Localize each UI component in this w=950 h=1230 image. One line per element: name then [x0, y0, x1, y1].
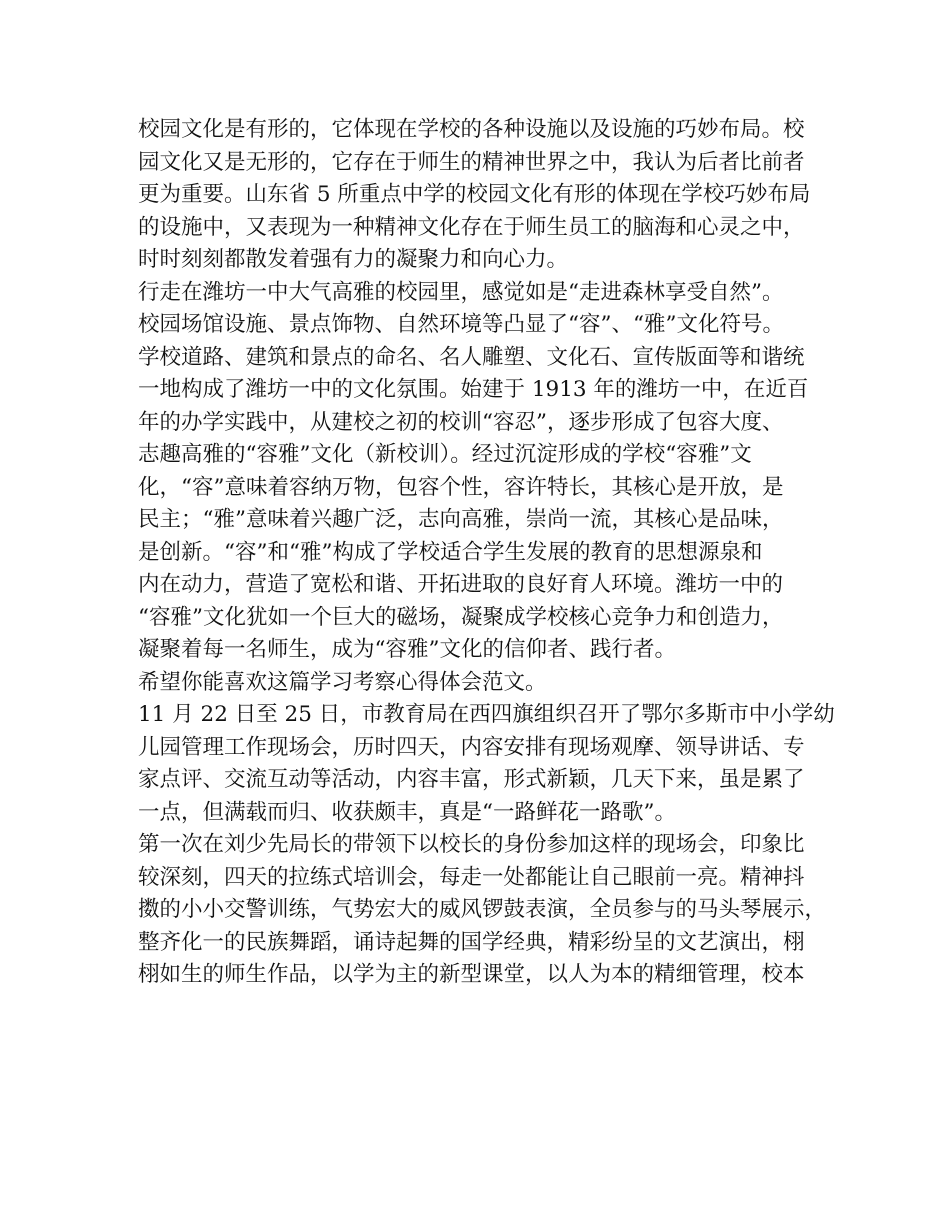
document-body [138, 114, 835, 992]
text-line: 园文化又是无形的，它存在于师生的精神世界之中，我认为后者比前者 [138, 149, 805, 175]
text-line: 一点，但满载而归、收获颇丰，真是“一路鲜花一路歌”。 [138, 799, 676, 825]
text-line: 校园文化是有形的，它体现在学校的各种设施以及设施的巧妙布局。校 [138, 117, 805, 142]
text-line: 11 月 22 日至 25 日，市教育局在西四旗组织召开了鄂尔多斯市中小学幼 [138, 702, 835, 727]
text-line: 志趣高雅的“容雅”文化（新校训）。经过沉淀形成的学校“容雅”文 [138, 442, 752, 467]
text-line: “容雅”文化犹如一个巨大的磁场，凝聚成学校核心竞争力和创造力， [138, 604, 784, 630]
text-line: 年的办学实践中，从建校之初的校训“容忍”，逐步形成了包容大度、 [138, 409, 784, 435]
text-line: 更为重要。山东省 5 所重点中学的校园文化有形的体现在学校巧妙布局 [138, 182, 811, 207]
text-line: 较深刻，四天的拉练式培训会，每走一处都能让自己眼前一亮。精神抖 [138, 864, 805, 890]
text-line: 化，“容”意味着容纳万物，包容个性，容许特长，其核心是开放，是 [138, 474, 784, 500]
text-line: 民主；“雅”意味着兴趣广泛，志向高雅，崇尚一流，其核心是品味， [138, 507, 784, 532]
text-line: 擞的小小交警训练，气势宏大的威风锣鼓表演，全员参与的马头琴展示， [138, 897, 827, 922]
text-line: 希望你能喜欢这篇学习考察心得体会范文。 [138, 669, 547, 695]
text-line: 的设施中，又表现为一种精神文化存在于师生员工的脑海和心灵之中， [138, 214, 805, 240]
text-line: 栩如生的师生作品，以学为主的新型课堂，以人为本的精细管理，校本 [138, 962, 805, 987]
text-line: 内在动力，营造了宽松和谐、开拓进取的良好育人环境。潍坊一中的 [138, 572, 784, 597]
text-line: 凝聚着每一名师生，成为“容雅”文化的信仰者、践行者。 [138, 637, 676, 662]
text-line: 第一次在刘少先局长的带领下以校长的身份参加这样的现场会，印象比 [138, 832, 805, 857]
text-line: 学校道路、建筑和景点的命名、名人雕塑、文化石、宣传版面等和谐统 [138, 344, 805, 370]
text-line: 整齐化一的民族舞蹈，诵诗起舞的国学经典，精彩纷呈的文艺演出，栩 [138, 929, 805, 955]
text-line: 一地构成了潍坊一中的文化氛围。始建于 1913 年的潍坊一中，在近百 [138, 377, 809, 402]
text-line: 行走在潍坊一中大气高雅的校园里，感觉如是“走进森林享受自然”。 [138, 279, 784, 305]
text-line: 时时刻刻都散发着强有力的凝聚力和向心力。 [138, 247, 569, 272]
text-line: 儿园管理工作现场会，历时四天，内容安排有现场观摩、领导讲话、专 [138, 734, 805, 760]
text-line: 家点评、交流互动等活动，内容丰富，形式新颖，几天下来，虽是累了 [138, 767, 805, 792]
text-line: 是创新。“容”和“雅”构成了学校适合学生发展的教育的思想源泉和 [138, 539, 763, 565]
text-line: 校园场馆设施、景点饰物、自然环境等凸显了“容”、“雅”文化符号。 [138, 312, 784, 337]
